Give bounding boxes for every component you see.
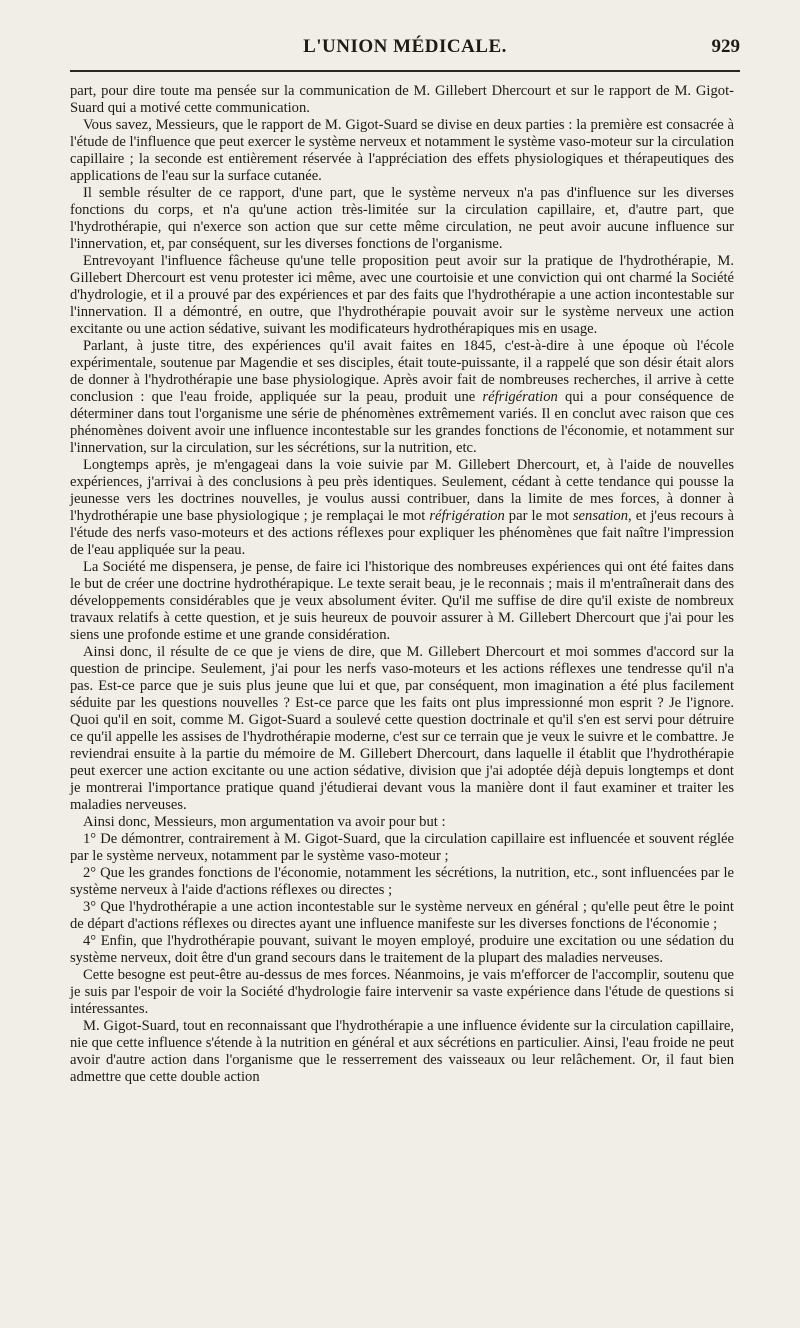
paragraph-6-italic-term-1: réfrigération xyxy=(429,508,505,524)
paragraph-5-italic-term: réfrigération xyxy=(482,389,558,405)
paragraph-6-text-c: , et j'eus recours à l'étude des nerfs vaso-moteurs et des actions réflexes pour expliquer les phénomènes que fait naître l'impression de l'eau appliquée sur la peau. xyxy=(70,508,735,558)
paragraph-5-text-b: qui a pour conséquence de déterminer dans tout l'organisme une série de phénomènes extrêmement variés. Il en conclut avec raison que ces phénomènes doivent avoir une influence incontestable sur les grandes fonctions de l'économie, et notamment sur l'innervation, sur la circulation, sur les sécrétions, sur la nutrition, etc. xyxy=(70,389,734,456)
paragraph-6-text-b: par le mot xyxy=(504,508,573,524)
running-title: L'UNION MÉDICALE. xyxy=(303,36,507,57)
paragraph-5-text-a: Parlant, à juste titre, des expériences qu'il avait faites en 1845, c'est-à-dire à une époque où l'école expérimentale, soutenue par Magendie et ses disciples, était toute-puissante, il a rappelé que son désir était alors de donner à l'hydrothérapie une base physiologique. Après avoir fait de nombreuses recherches, il arrive à cette conclusion : que l'eau froide, appliquée sur la peau, produit une xyxy=(70,338,734,405)
paragraph-3: Il semble résulter de ce rapport, d'une part, que le système nerveux n'a pas d'influence sur les diverses fonctions du corps, et n'a qu'une action très-limitée sur la circulation capillaire, et, d'autre part, que l'hydrothérapie, qui n'exerce son action que sur cette même circulation, ne peut avoir aucune influence sur l'innervation, et, par conséquent, sur les diverses fonctions de l'organisme. xyxy=(70,185,734,252)
list-item-1: 1° De démontrer, contrairement à M. Gigot-Suard, que la circulation capillaire est influencée et souvent réglée par le système nerveux, notamment par le système vaso-moteur ; xyxy=(70,831,734,864)
header-rule xyxy=(70,70,740,72)
paragraph-5 xyxy=(70,338,734,457)
list-item-2: 2° Que les grandes fonctions de l'économie, notamment les sécrétions, la nutrition, etc., sont influencées par le système nerveux à l'aide d'actions réflexes ou directes ; xyxy=(70,865,734,898)
paragraph-7: La Société me dispensera, je pense, de faire ici l'historique des nombreuses expériences qui ont été faites dans le but de créer une doctrine hydrothérapique. Le texte serait beau, je le reconnais ; mais il m'entraînerait dans des développements considérables que je veux absolument éviter. Qu'il me suffise de dire qu'il existe de nombreux travaux relatifs à cette question, et je suis heureux de pouvoir assurer à M. Gillebert Dhercourt que j'ai pour les siens une profonde estime et une grande considération. xyxy=(70,559,734,643)
paragraph-10: Cette besogne est peut-être au-dessus de mes forces. Néanmoins, je vais m'efforcer de l'accomplir, soutenu que je suis par l'espoir de voir la Société d'hydrologie faire intervenir sa vaste expérience dans l'étude de questions si intéressantes. xyxy=(70,967,734,1017)
list-item-3: 3° Que l'hydrothérapie a une action incontestable sur le système nerveux en général ; qu'elle peut être le point de départ d'actions réflexes ou directes ayant une influence manifeste sur les diverses fonctions de l'économie ; xyxy=(70,899,734,932)
paragraph-1: part, pour dire toute ma pensée sur la communication de M. Gillebert Dhercourt et sur le rapport de M. Gigot-Suard qui a motivé cette communication. xyxy=(70,83,734,116)
paragraph-11: M. Gigot-Suard, tout en reconnaissant que l'hydrothérapie a une influence évidente sur la circulation capillaire, nie que cette influence s'étende à la nutrition en général et aux sécrétions en particulier. Ainsi, l'eau froide ne peut avoir d'autre action dans l'organisme que le resserrement des vaisseaux ou leur relâchement. Or, il faut bien admettre que cette double action xyxy=(70,1018,734,1085)
paragraph-6-italic-term-2: sensation xyxy=(572,508,629,524)
list-item-4: 4° Enfin, que l'hydrothérapie pouvant, suivant le moyen employé, produire une excitation ou une sédation du système nerveux, doit être d'un grand secours dans le traitement de la plupart des maladies nerveuses. xyxy=(70,933,734,966)
paragraph-9: Ainsi donc, Messieurs, mon argumentation va avoir pour but : xyxy=(83,814,446,830)
paragraph-6-text-a: Longtemps après, je m'engageai dans la voie suivie par M. Gillebert Dhercourt, et, à l'aide de nouvelles expériences, j'arrivai à des conclusions à peu près identiques. Seulement, cédant à cette tendance qui pousse la jeunesse vers les doctrines nouvelles, je voulus aussi contribuer, dans la limite de mes forces, à donner à l'hydrothérapie une base physiologique ; je remplaçai le mot xyxy=(70,457,734,524)
paragraph-2: Vous savez, Messieurs, que le rapport de M. Gigot-Suard se divise en deux parties : la première est consacrée à l'étude de l'influence que peut exercer le système nerveux et notamment le système vaso-moteur sur la circulation capillaire ; la seconde est entièrement réservée à l'appréciation des effets physiologiques et thérapeutiques des applications de l'eau sur la surface cutanée. xyxy=(70,117,734,184)
page-number: 929 xyxy=(711,36,740,57)
paragraph-4: Entrevoyant l'influence fâcheuse qu'une telle proposition peut avoir sur la pratique de l'hydrothérapie, M. Gillebert Dhercourt est venu protester ici même, avec une courtoisie et une conviction qui ont charmé la Société d'hydrologie, et il a prouvé par des expériences et par des faits que l'hydrothérapie a une action incontestable sur l'innervation. Il a démontré, en outre, que l'hydrothérapie pouvait avoir sur le système nerveux une action excitante ou une action sédative, suivant les modificateurs hydrothérapiques mis en usage. xyxy=(70,253,734,337)
paragraph-6 xyxy=(70,457,734,559)
article-body xyxy=(70,83,734,1086)
paragraph-8: Ainsi donc, il résulte de ce que je viens de dire, que M. Gillebert Dhercourt et moi sommes d'accord sur la question de principe. Seulement, j'ai pour les nerfs vaso-moteurs et les actions réflexes une tendresse qu'il n'a pas. Est-ce parce que je suis plus jeune que lui et que, par conséquent, mon imagination a été plus facilement séduite par les questions nouvelles ? Est-ce parce que les faits ont plus impressionné mon esprit ? Je l'ignore. Quoi qu'il en soit, comme M. Gigot-Suard a soulevé cette question doctrinale et qu'il s'en est servi pour détruire ce qu'il appelle les assises de l'hydrothérapie moderne, c'est sur ce terrain que je veux le suivre et le combattre. Je reviendrai ensuite à la partie du mémoire de M. Gillebert Dhercourt, dans laquelle il établit que l'hydrothérapie peut exercer une action excitante ou une action sédative, division que j'ai adoptée déjà depuis longtemps et dont je montrerai l'importance pratique quand j'étudierai devant vous la manière dont il faut examiner et traiter les maladies nerveuses. xyxy=(70,644,734,813)
page-header xyxy=(70,36,740,62)
